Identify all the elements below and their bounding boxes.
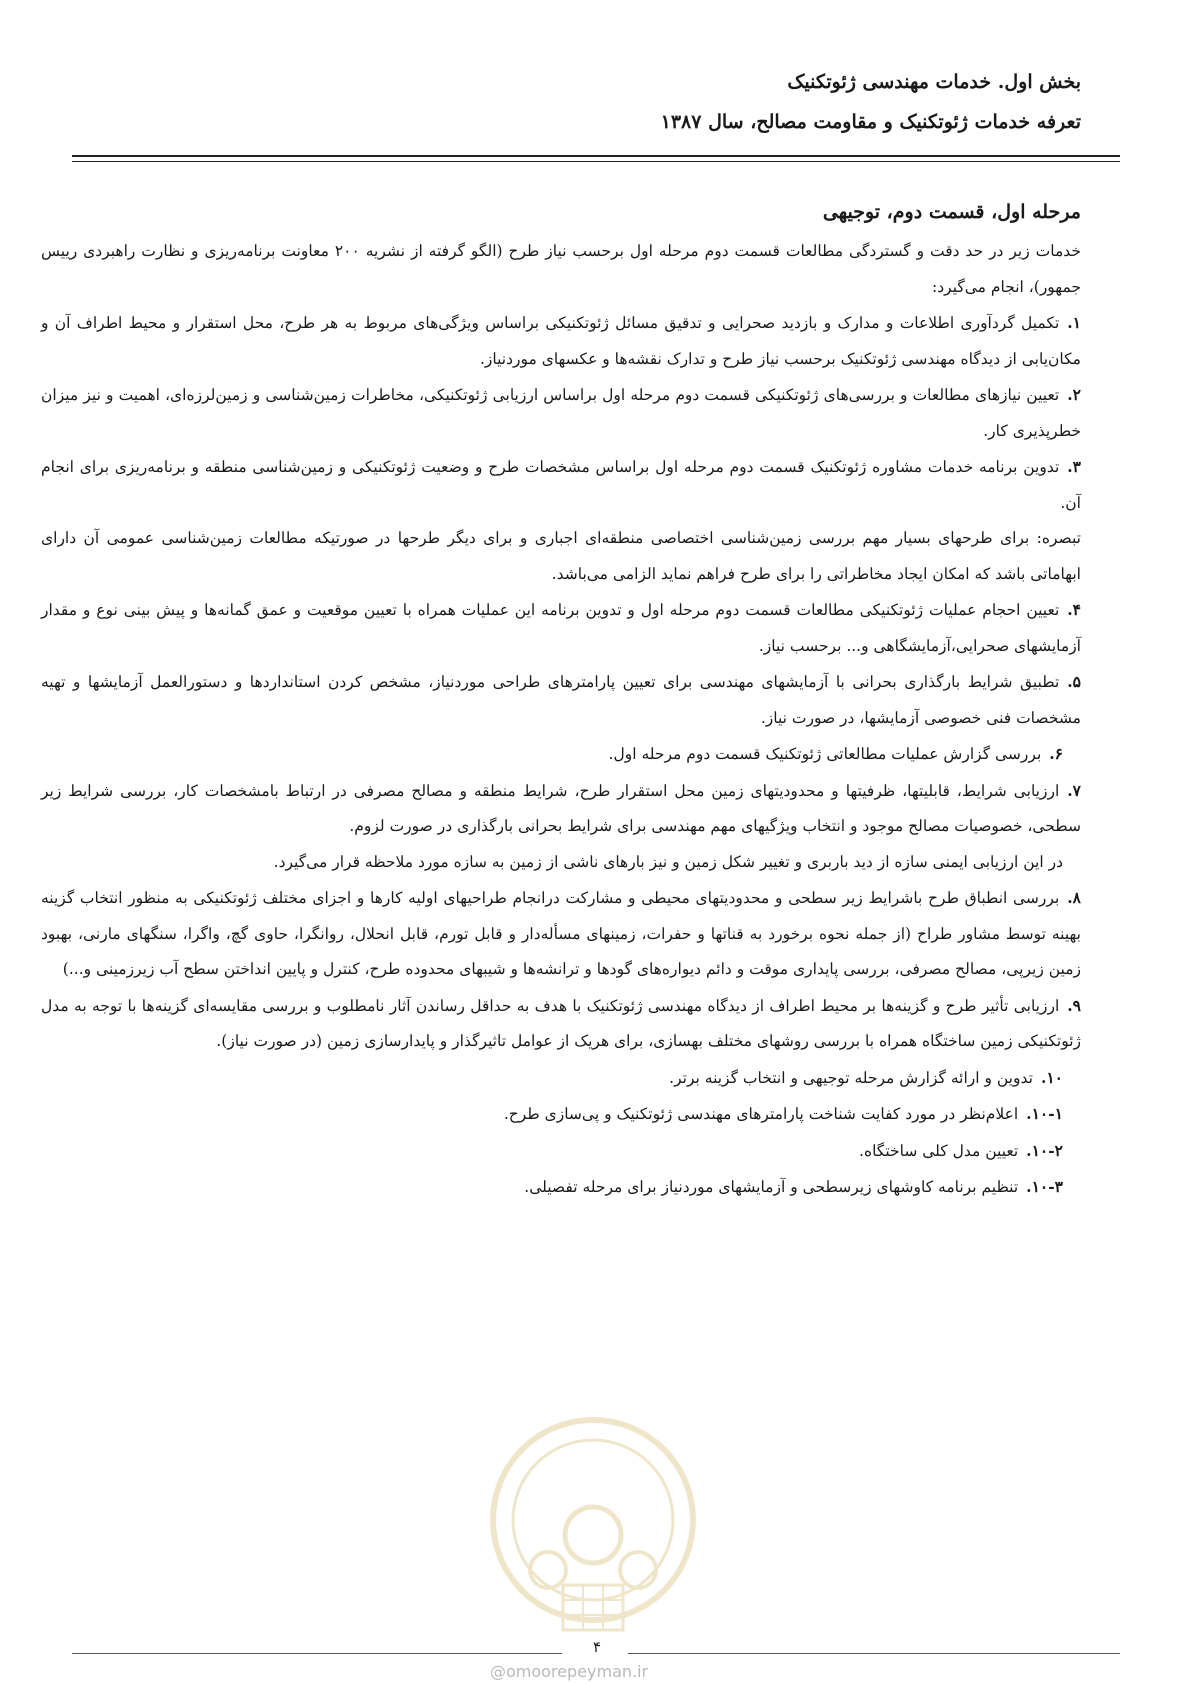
section-heading: مرحله اول، قسمت دوم، توجیهی <box>822 201 1081 223</box>
item-continuation: در این ارزیابی ایمنی سازه از دید باربری و تغییر شکل زمین و نیز بارهای ناشی از زمین به سازه مورد ملاحظه قرار می‌گیرد. <box>273 852 1063 871</box>
item-text: تنظیم برنامه کاوشهای زیرسطحی و آزمایشهای موردنیاز برای مرحله تفصیلی. <box>524 1178 1019 1196</box>
list-item <box>41 773 1081 845</box>
item-text: تعیین نیازهای مطالعات و بررسی‌های ژئوتکنیکی قسمت دوم مرحله اول براساس ارزیابی ژئوتکنیکی، مخاطرات زمین‌شناسی و زمین‌لرزه‌ای، اهمیت و نیز میزان خطرپذیری کار. <box>41 386 1081 440</box>
item-number: ۳. <box>1067 457 1081 476</box>
item-number: ۱۰. <box>1040 1067 1063 1087</box>
item-text: تکمیل گردآوری اطلاعات و مدارک و بازدید صحرایی و تدقیق مسائل ژئوتکنیکی براساس ویژگی‌های مربوط به هر طرح، محل استقرار و محیط اطراف آن و مکان‌یابی از دیدگاه مهندسی ژئوتکنیک برحسب نیاز طرح و تدارک نقشه‌ها و عکسهای موردنیاز. <box>41 314 1081 368</box>
list-item <box>41 449 1081 521</box>
item-number: ۸. <box>1067 888 1081 907</box>
item-number: ۵. <box>1067 672 1081 691</box>
list-item <box>41 592 1081 664</box>
item-text: ارزیابی تأثیر طرح و گزینه‌ها بر محیط اطراف از دیدگاه مهندسی ژئوتکنیک با هدف به حداقل رساندن آثار نامطلوب و بررسی مقایسه‌ای گزینه‌ها با توجه به مدل ژئوتکنیکی زمین ساختگاه همراه با بررسی روشهای مختلف بهسازی، برای هریک از عوامل تاثیرگذار و پایدارسازی زمین (در صورت نیاز). <box>41 996 1081 1050</box>
item-number: ۶. <box>1049 744 1063 763</box>
item-number: ۹. <box>1067 995 1081 1015</box>
footer-rule-left <box>72 1653 562 1654</box>
list-item <box>41 305 1081 377</box>
item-number: ۱. <box>1067 313 1081 332</box>
site-watermark: @omoorepeyman.ir <box>490 1662 649 1681</box>
item-text: تعیین احجام عملیات ژئوتکنیکی مطالعات قسمت دوم مرحله اول و تدوین برنامه این عملیات همراه با تعیین موقعیت و عمق گمانه‌ها و پیش بینی نوع و مقدار آزمایشهای صحرایی،آزمایشگاهی و... برحسب نیاز. <box>41 601 1081 655</box>
list-item <box>41 988 1081 1060</box>
watermark-seal-icon <box>478 1400 708 1650</box>
item-text: تدوین برنامه خدمات مشاوره ژئوتکنیک قسمت دوم مرحله اول براساس مشخصات طرح و وضعیت ژئوتکنیکی و زمین‌شناسی منطقه و برنامه‌ریزی برای انجام آن. <box>41 458 1081 512</box>
item-number: ۱۰-۱. <box>1026 1104 1063 1123</box>
list-item <box>41 377 1081 449</box>
list-item <box>41 880 1081 988</box>
header-section-title: بخش اول. خدمات مهندسی ژئوتکنیک <box>787 71 1081 93</box>
sub-item <box>41 1096 1081 1133</box>
item-number: ۴. <box>1067 600 1081 619</box>
list-item <box>41 736 1081 773</box>
intro-paragraph: خدمات زیر در حد دقت و گستردگی مطالعات قسمت دوم مرحله اول برحسب نیاز طرح (الگو گرفته از نشریه ۲۰۰ معاونت برنامه‌ریزی و نظارت راهبردی رییس جمهور)، انجام می‌گیرد: <box>41 242 1081 296</box>
list-item <box>41 664 1081 736</box>
sub-item <box>41 1169 1081 1206</box>
sub-item <box>41 1133 1081 1170</box>
page-number: ۴ <box>592 1638 602 1656</box>
footer-rule-right <box>628 1653 1120 1654</box>
item-number: ۱۰-۳. <box>1026 1177 1063 1196</box>
item-text: بررسی گزارش عملیات مطالعاتی ژئوتکنیک قسمت دوم مرحله اول. <box>608 745 1042 763</box>
header-rule-thin <box>72 161 1120 162</box>
running-header <box>101 62 1081 142</box>
item-text: تعیین مدل کلی ساختگاه. <box>859 1141 1019 1160</box>
item-number: ۱۰-۲. <box>1026 1140 1063 1160</box>
item-text: اعلام‌نظر در مورد کفایت شناخت پارامترهای مهندسی ژئوتکنیک و پی‌سازی طرح. <box>503 1105 1019 1123</box>
item-text: تطبیق شرایط بارگذاری بحرانی با آزمایشهای مهندسی برای تعیین پارامترهای طراحی موردنیاز، مشخص کردن استانداردها و دستورالعمل آزمایشها و تهیه مشخصات فنی خصوصی آزمایشها، در صورت نیاز. <box>41 673 1081 727</box>
header-document-title: تعرفه خدمات ژئوتکنیک و مقاومت مصالح، سال ۱۳۸۷ <box>660 111 1081 133</box>
note-paragraph: تبصره: برای طرحهای بسیار مهم بررسی زمین‌شناسی اختصاصی منطقه‌ای اجباری و برای دیگر طرحها در صورتیکه مطالعات زمین‌شناسی عمومی آن دارای ابهاماتی باشد که امکان ایجاد مخاطراتی را برای طرح فراهم نماید الزامی می‌باشد. <box>41 529 1081 583</box>
main-content <box>41 192 1081 1206</box>
header-rule-thick <box>72 155 1120 157</box>
item-text: ارزیابی شرایط، قابلیتها، ظرفیتها و محدودیتهای زمین محل استقرار طرح، شرایط منطقه و مصالح مصرفی در ارتباط بامشخصات کار، بررسی شرایط زیر سطحی، خصوصیات مصالح موجود و انتخاب ویژگیهای مهم مهندسی برای شرایط بحرانی بارگذاری در صورت لزوم. <box>41 781 1081 835</box>
item-number: ۲. <box>1067 385 1081 404</box>
list-item <box>41 1060 1081 1097</box>
item-number: ۷. <box>1067 780 1081 800</box>
item-text: بررسی انطباق طرح باشرایط زیر سطحی و محدودیتهای محیطی و مشارکت درانجام طراحیهای اولیه کارها و اجزای مختلف ژئوتکنیکی به منظور انتخاب گزینه بهینه توسط مشاور طراح (از جمله نحوه برخورد به قناتها و حفرات، زمینهای مسأله‌دار و قابل تورم، قابل انحلال، روانگرا، حاوی گچ، واگرا، سنگهای مارنی، بهبود زمین زیرپی، مصالح مصرفی، بررسی پایداری موقت و دائم دیواره‌های گودها و ترانشه‌ها و شیبهای محدوده طرح، کنترل و پایین انداختن سطح آب زیرزمینی و...) <box>41 889 1081 978</box>
item-text: تدوین و ارائه گزارش مرحله توجیهی و انتخاب گزینه برتر. <box>669 1068 1033 1087</box>
